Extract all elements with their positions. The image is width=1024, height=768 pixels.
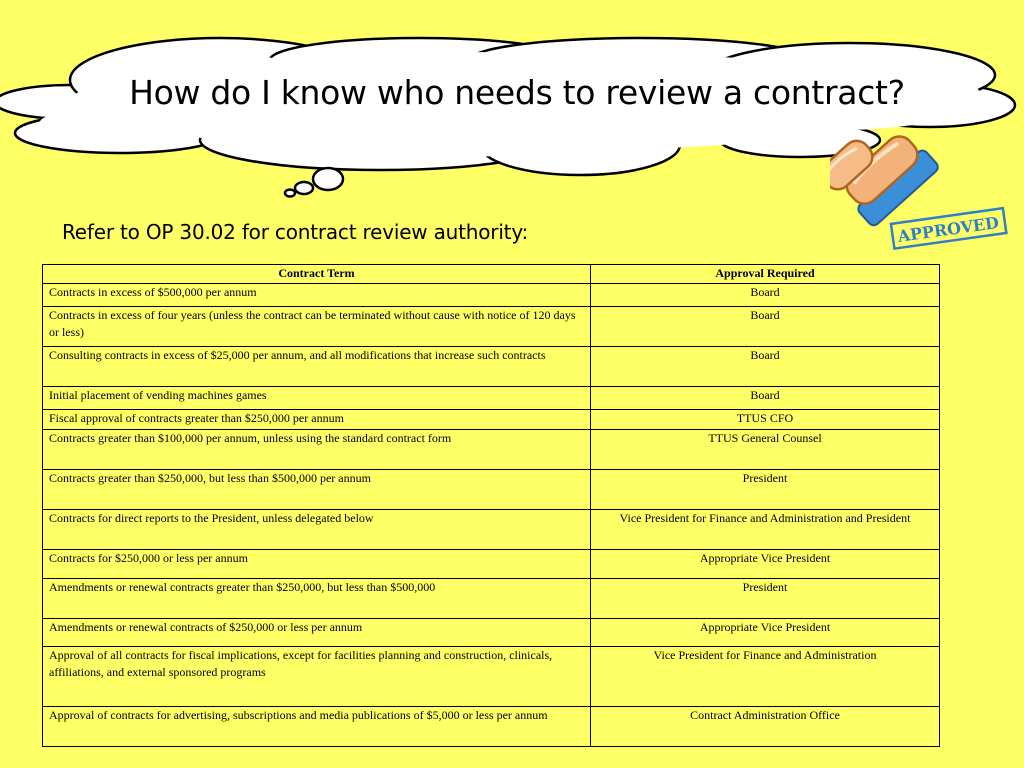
table-header-row xyxy=(43,265,940,284)
contract-term-cell: Contracts in excess of $500,000 per annum xyxy=(43,284,591,307)
contract-term-cell: Initial placement of vending machines games xyxy=(43,387,591,410)
contract-review-table xyxy=(42,264,940,747)
table-row xyxy=(43,707,940,747)
contract-term-cell: Amendments or renewal contracts greater than $250,000, but less than $500,000 xyxy=(43,579,591,619)
approval-required-cell: Appropriate Vice President xyxy=(591,619,940,647)
approval-required-cell: Board xyxy=(591,284,940,307)
column-header-approval-required: Approval Required xyxy=(591,265,940,284)
contract-term-cell: Consulting contracts in excess of $25,000 per annum, and all modifications that increase such contracts xyxy=(43,347,591,387)
contract-term-cell: Approval of contracts for advertising, subscriptions and media publications of $5,000 or less per annum xyxy=(43,707,591,747)
contract-review-table-container xyxy=(42,264,940,747)
table-row xyxy=(43,647,940,707)
contract-term-cell: Amendments or renewal contracts of $250,000 or less per annum xyxy=(43,619,591,647)
table-row xyxy=(43,470,940,510)
approval-required-cell: Board xyxy=(591,307,940,347)
table-row xyxy=(43,579,940,619)
contract-term-cell: Contracts for direct reports to the President, unless delegated below xyxy=(43,510,591,550)
subtitle: Refer to OP 30.02 for contract review authority: xyxy=(62,220,529,244)
approval-required-cell: TTUS CFO xyxy=(591,410,940,430)
stamp-label: APPROVED xyxy=(896,212,1001,246)
contract-term-cell: Approval of all contracts for fiscal implications, except for facilities planning and construction, clinicals, affiliations, and external sponsored programs xyxy=(43,647,591,707)
approval-required-cell: Board xyxy=(591,387,940,410)
approval-required-cell: President xyxy=(591,470,940,510)
approval-required-cell: Vice President for Finance and Administration and President xyxy=(591,510,940,550)
contract-term-cell: Contracts for $250,000 or less per annum xyxy=(43,550,591,579)
table-row xyxy=(43,619,940,647)
table-row xyxy=(43,284,940,307)
table-row xyxy=(43,410,940,430)
table-row xyxy=(43,510,940,550)
contract-term-cell: Contracts greater than $250,000, but less than $500,000 per annum xyxy=(43,470,591,510)
table-row xyxy=(43,307,940,347)
table-row xyxy=(43,347,940,387)
approval-required-cell: TTUS General Counsel xyxy=(591,430,940,470)
approval-required-cell: Vice President for Finance and Administration xyxy=(591,647,940,707)
approval-required-cell: President xyxy=(591,579,940,619)
column-header-contract-term: Contract Term xyxy=(43,265,591,284)
approval-required-cell: Board xyxy=(591,347,940,387)
contract-term-cell: Contracts in excess of four years (unless the contract can be terminated without cause with notice of 120 days or less) xyxy=(43,307,591,347)
approval-required-cell: Contract Administration Office xyxy=(591,707,940,747)
table-row xyxy=(43,430,940,470)
table-row xyxy=(43,550,940,579)
contract-term-cell: Contracts greater than $100,000 per annum, unless using the standard contract form xyxy=(43,430,591,470)
approval-required-cell: Appropriate Vice President xyxy=(591,550,940,579)
page-title: How do I know who needs to review a contract? xyxy=(129,73,905,112)
contract-term-cell: Fiscal approval of contracts greater than $250,000 per annum xyxy=(43,410,591,430)
approved-stamp-icon xyxy=(830,130,1015,255)
table-row xyxy=(43,387,940,410)
